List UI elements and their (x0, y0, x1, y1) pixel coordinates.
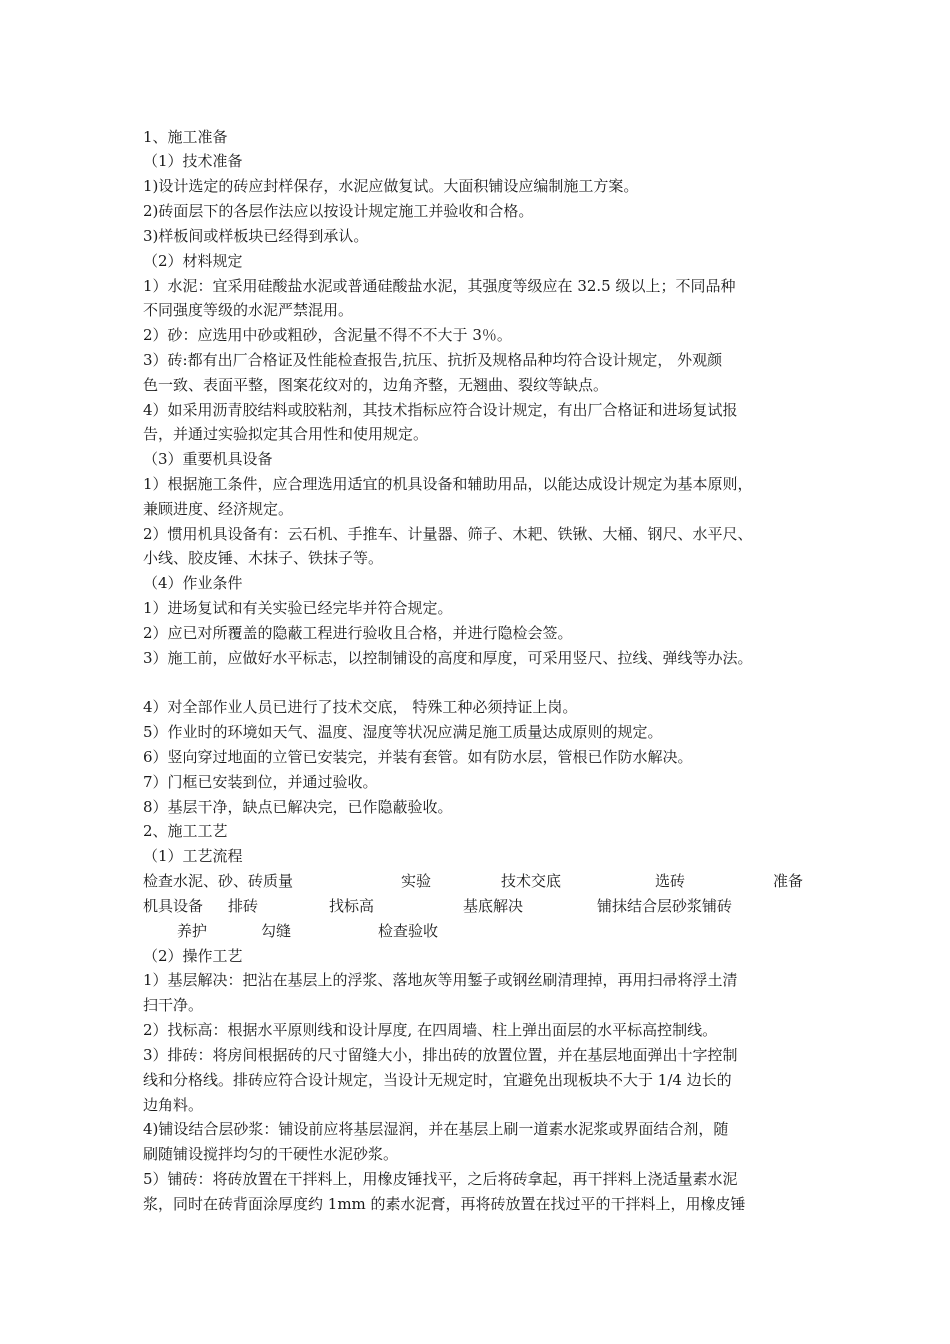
subheading-tech-prep: （1）技术准备 (143, 152, 243, 170)
text-line: 5）作业时的环境如天气、温度、湿度等状况应满足施工质量达成原则的规定。 (143, 723, 663, 741)
flow-step: 检查验收 (378, 922, 439, 940)
text-line: 2）应已对所覆盖的隐蔽工程进行验收且合格，并进行隐检会签。 (143, 624, 573, 642)
flow-step: 检查水泥、砂、砖质量 (143, 872, 294, 890)
process-flow-row-2 (143, 894, 823, 918)
flow-step: 勾缝 (261, 922, 292, 940)
flow-step: 实验 (401, 872, 432, 890)
text-line: 1）进场复试和有关实验已经完毕并符合规定。 (143, 599, 453, 617)
heading-construction-prep: 1、施工准备 (143, 128, 228, 146)
subheading-equipment: （3）重要机具设备 (143, 450, 273, 468)
text-line: 色一致、表面平整，图案花纹对的，边角齐整，无翘曲、裂纹等缺点。 (143, 376, 609, 394)
flow-step: 选砖 (655, 872, 686, 890)
text-line: 1）基层解决：把沾在基层上的浮浆、落地灰等用錾子或钢丝刷清理掉，再用扫帚将浮土清 (143, 971, 738, 989)
flow-step: 养护 (177, 922, 208, 940)
subheading-materials: （2）材料规定 (143, 252, 243, 270)
heading-construction-process: 2、施工工艺 (143, 822, 228, 840)
subheading-operation: （2）操作工艺 (143, 947, 243, 965)
text-line: 4）对全部作业人员已进行了技术交底， 特殊工种必须持证上岗。 (143, 698, 578, 716)
text-line: 3)样板间或样板块已经得到承认。 (143, 227, 369, 245)
text-line: 扫干净。 (143, 996, 204, 1014)
text-line: 1）根据施工条件，应合理选用适宜的机具设备和辅助用品，以能达成设计规定为基本原则， (143, 475, 753, 493)
flow-step: 铺抹结合层砂浆铺砖 (597, 897, 733, 915)
text-line: 4)铺设结合层砂浆：铺设前应将基层湿润，并在基层上刷一道素水泥浆或界面结合剂，随 (143, 1120, 729, 1138)
text-line: 小线、胶皮锤、木抹子、铁抹子等。 (143, 549, 384, 567)
text-line: 刷随铺设搅拌均匀的干硬性水泥砂浆。 (143, 1145, 399, 1163)
text-line: 5）铺砖：将砖放置在干拌料上，用橡皮锤找平，之后将砖拿起，再干拌料上浇适量素水泥 (143, 1170, 738, 1188)
text-line: 2)砖面层下的各层作法应以按设计规定施工并验收和合格。 (143, 202, 534, 220)
flow-step: 技术交底 (501, 872, 562, 890)
text-line: 3）砖:都有出厂合格证及性能检查报告,抗压、抗折及规格品种均符合设计规定， 外观颜 (143, 351, 723, 369)
text-line: 7）门框已安装到位，并通过验收。 (143, 773, 378, 791)
text-line: 浆，同时在砖背面涂厚度约 1mm 的素水泥膏，再将砖放置在找过平的干拌料上，用橡皮锤 (143, 1195, 746, 1213)
text-line: 8）基层干净，缺点已解决完，已作隐蔽验收。 (143, 798, 453, 816)
text-line: 3）排砖：将房间根据砖的尺寸留缝大小，排出砖的放置位置，并在基层地面弹出十字控制 (143, 1046, 738, 1064)
subheading-work-conditions: （4）作业条件 (143, 574, 243, 592)
flow-step: 基底解决 (463, 897, 524, 915)
text-line: 不同强度等级的水泥严禁混用。 (143, 301, 354, 319)
text-line: 告，并通过实验拟定其合用性和使用规定。 (143, 425, 429, 443)
subheading-process-flow: （1）工艺流程 (143, 847, 243, 865)
text-line: 线和分格线。排砖应符合设计规定，当设计无规定时，宜避免出现板块不大于 1/4 边长的 (143, 1071, 732, 1089)
text-line: 边角料。 (143, 1096, 204, 1114)
text-line: 2）砂：应选用中砂或粗砂，含泥量不得不不大于 3％。 (143, 326, 512, 344)
process-flow-row-1 (143, 869, 823, 893)
flow-step: 排砖 (228, 897, 259, 915)
text-line: 2）惯用机具设备有：云石机、手推车、计量器、筛子、木耙、铁锹、大桶、钢尺、水平尺、 (143, 525, 753, 543)
text-line: 1）水泥：宜采用硅酸盐水泥或普通硅酸盐水泥，其强度等级应在 32.5 级以上；不同品种 (143, 277, 736, 295)
text-line: 6）竖向穿过地面的立管已安装完，并装有套管。如有防水层，管根已作防水解决。 (143, 748, 693, 766)
process-flow-row-3 (143, 919, 823, 943)
text-line: 4）如采用沥青胶结料或胶粘剂，其技术指标应符合设计规定，有出厂合格证和进场复试报 (143, 401, 738, 419)
text-line: 1)设计选定的砖应封样保存，水泥应做复试。大面积铺设应编制施工方案。 (143, 177, 639, 195)
text-line: 兼顾进度、经济规定。 (143, 500, 294, 518)
flow-step: 找标高 (329, 897, 375, 915)
text-line: 3）施工前，应做好水平标志，以控制铺设的高度和厚度，可采用竖尺、拉线、弹线等办法。 (143, 649, 753, 667)
text-line: 2）找标高：根据水平原则线和设计厚度, 在四周墙、柱上弹出面层的水平标高控制线。 (143, 1021, 718, 1039)
flow-step: 机具设备 (143, 897, 204, 915)
flow-step: 准备 (773, 872, 804, 890)
